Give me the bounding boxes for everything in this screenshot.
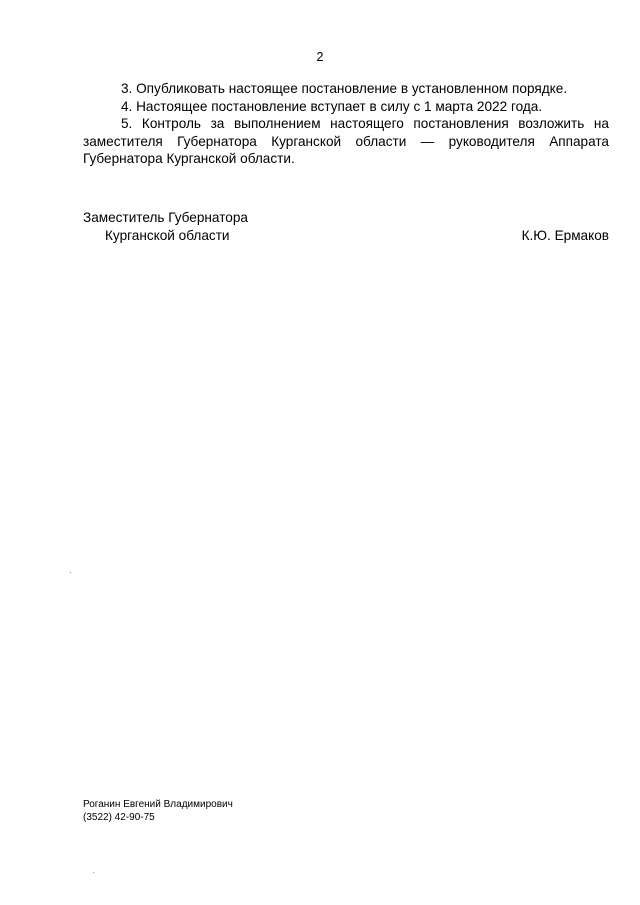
signatory-title-line2: Курганской области [105, 227, 230, 243]
paragraph-control: 5. Контроль за выполнением настоящего постановления возложить на заместителя Губернатора Курганской области — руководителя Аппарата Губернатора Курганской области. [83, 116, 609, 166]
paragraph-publish: 3. Опубликовать настоящее постановление в установленном порядке. [121, 81, 568, 96]
page-number: 2 [316, 50, 324, 64]
signature-row [83, 227, 609, 245]
scan-speck [70, 572, 71, 573]
executor-name: Роганин Евгений Владимирович [83, 799, 233, 810]
document-body [83, 80, 609, 168]
executor-phone: (3522) 42-90-75 [83, 811, 155, 823]
paragraph-effective-date: 4. Настоящее постановление вступает в силу с 1 марта 2022 года. [121, 98, 543, 114]
signature-block [83, 209, 609, 244]
executor-footer [83, 799, 233, 824]
signatory-name: К.Ю. Ермаков [521, 227, 609, 243]
signatory-title-line1: Заместитель Губернатора [83, 210, 248, 225]
scan-speck [93, 872, 94, 873]
